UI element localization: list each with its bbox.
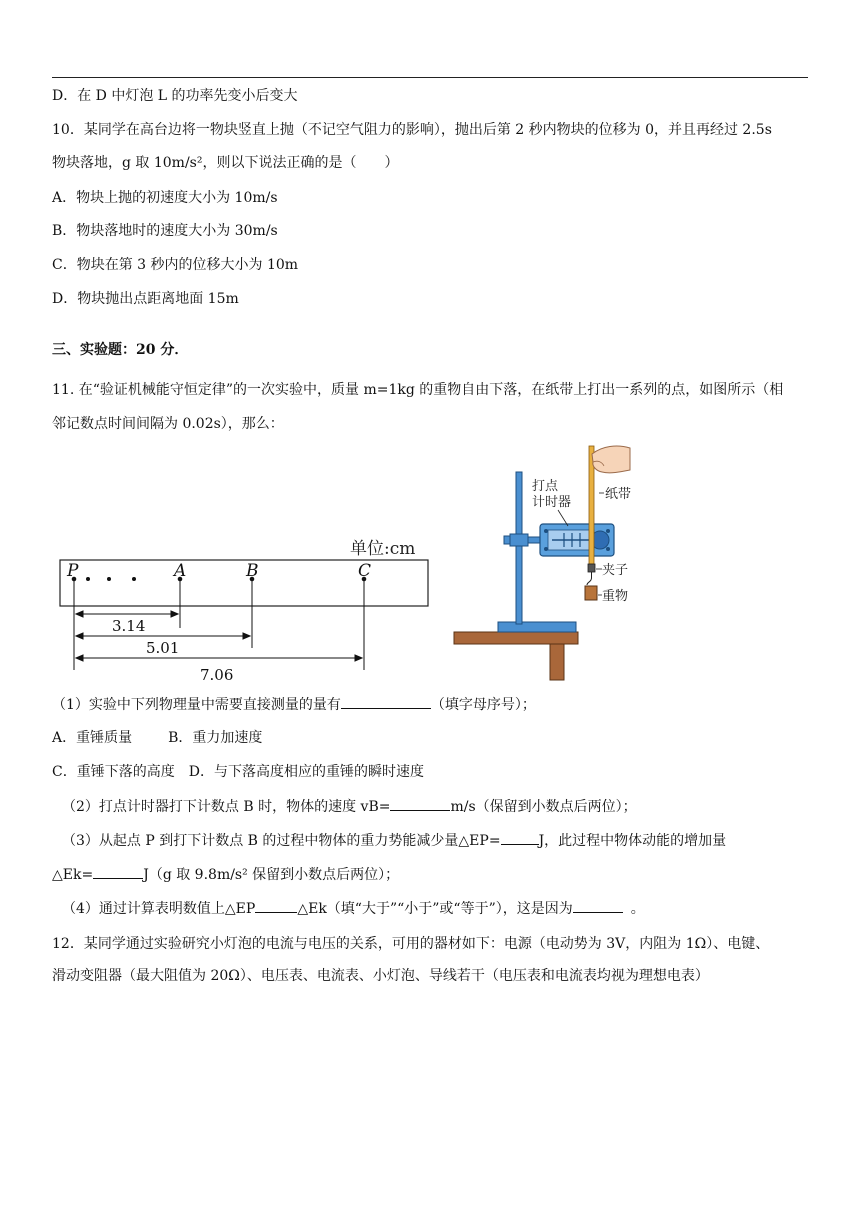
q11-sub4: （4）通过计算表明数值上△EP △Ek（填“大于”“小于”或“等于”），这是因为 。 (62, 898, 645, 919)
distance-arrow-pc (76, 655, 362, 661)
q11-stem-line2: 邻记数点时间间隔为 0.02s），那么： (52, 416, 284, 432)
q10-option-a: A．物块上抛的初速度大小为 10m/s (52, 190, 278, 206)
answer-blank-4[interactable] (93, 864, 143, 879)
apparatus-figure (452, 440, 652, 690)
q11-sub2: （2）打点计时器打下计数点 B 时，物体的速度 vB= m/s（保留到小数点后两位）； (62, 796, 637, 817)
q10-option-c: C．物块在第 3 秒内的位移大小为 10m (52, 257, 299, 273)
answer-blank-5[interactable] (255, 898, 297, 913)
q10-stem-line1: 10．某同学在高台边将一物块竖直上抛（不记空气阻力的影响），抛出后第 2 秒内物块的位移为 0，并且再经过 2.5s (52, 122, 772, 138)
weight-label: 重物 (602, 589, 629, 604)
tape-label-p: P (67, 561, 79, 581)
distance-label-pa: 3.14 (112, 617, 146, 635)
header-rule (52, 77, 808, 78)
table-leg (550, 644, 564, 680)
stand-rod (516, 472, 522, 624)
q11-opt-c: C．重锤下落的高度 (52, 764, 175, 780)
answer-blank-2[interactable] (390, 796, 450, 811)
tape-label-a: A (174, 561, 187, 581)
q11-opt-d: D．与下落高度相应的重锤的瞬时速度 (188, 764, 424, 780)
tape-dot (107, 577, 111, 581)
clip-label: 夹子 (602, 563, 629, 578)
q11-sub1: （1）实验中下列物理量中需要直接测量的量有 （填字母序号）； (52, 694, 536, 715)
timer-label-line2: 计时器 (532, 495, 572, 510)
distance-label-pb: 5.01 (146, 639, 180, 657)
q11-stem-line1: 11. 在“验证机械能守恒定律”的一次实验中，质量 m=1kg 的重物自由下落，在纸带上打出一系列的点，如图所示（相 (52, 382, 784, 398)
q11-sub3: （3）从起点 P 到打下计数点 B 的过程中物体的重力势能减少量△EP= J，此过程中物体动能的增加量 (62, 830, 726, 851)
paper-tape-figure (50, 530, 440, 690)
answer-blank-3[interactable] (501, 830, 539, 845)
stand-base (498, 622, 576, 632)
table-top (454, 632, 578, 644)
timer-label-line1: 打点 (532, 479, 559, 494)
q11-opt-a: A．重锤质量 (52, 730, 133, 746)
section-3-title: 三、实验题：20 分． (52, 342, 189, 358)
tape-dot (132, 577, 136, 581)
answer-blank-1[interactable] (341, 694, 431, 709)
weight-block (585, 586, 597, 600)
tape-label: 纸带 (605, 487, 632, 502)
q10-option-b: B．物块落地时的速度大小为 30m/s (52, 223, 278, 239)
q10-option-d: D．物块抛出点距离地面 15m (52, 291, 239, 307)
q11-sub3-cont: △Ek= J（g 取 9.8m/s² 保留到小数点后两位）； (52, 864, 399, 885)
tape-label-c: C (358, 561, 372, 581)
prev-question-option-d: D．在 D 中灯泡 L 的功率先变小后变大 (52, 88, 298, 104)
q12-line1: 12．某同学通过实验研究小灯泡的电流与电压的关系，可用的器材如下：电源（电动势为 3V，内阻为 1Ω）、电键、 (52, 936, 770, 952)
q10-stem-line2: 物块落地，g 取 10m/s²，则以下说法正确的是（ ） (52, 155, 399, 171)
tape-unit-label: 单位:cm (350, 539, 416, 559)
paper-tape (60, 560, 428, 606)
answer-blank-6[interactable] (573, 898, 623, 913)
q12-line2: 滑动变阻器（最大阻值为 20Ω）、电压表、电流表、小灯泡、导线若干（电压表和电流表均视为理想电表） (52, 968, 709, 984)
q11-options-ab (52, 728, 262, 748)
q11-options-cd (52, 762, 424, 782)
distance-label-pc: 7.06 (200, 666, 234, 684)
tape-label-b: B (246, 561, 259, 581)
tape-dot (86, 577, 90, 581)
q11-opt-b: B．重力加速度 (168, 730, 263, 746)
hand (592, 446, 630, 473)
